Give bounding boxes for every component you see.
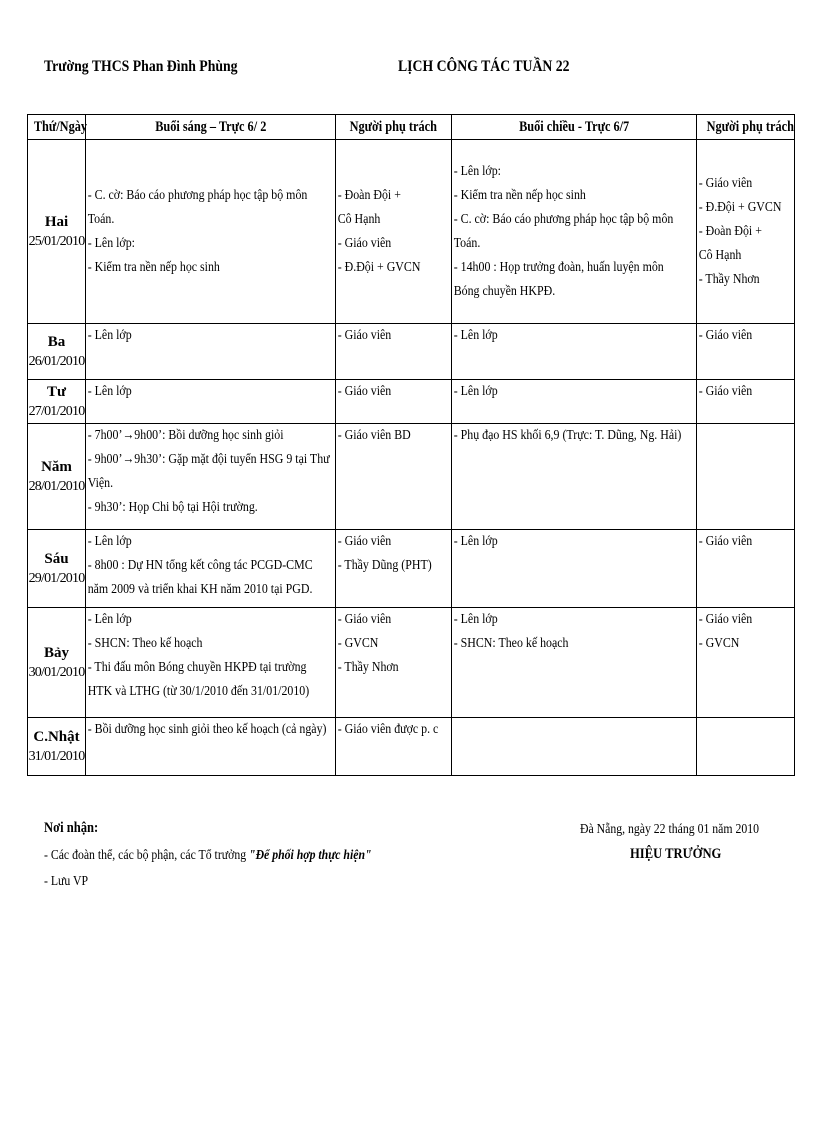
afternoon-cell — [452, 424, 697, 530]
cell-line: Viện. — [87, 476, 114, 491]
afternoon-cell — [452, 718, 697, 776]
cell-line: - Giáo viên — [337, 534, 392, 549]
morning-person-cell — [336, 140, 452, 324]
column-header-day: Thứ/Ngày — [28, 115, 86, 140]
cell-line: - Giáo viên BD — [337, 428, 411, 443]
cell-line: - Lên lớp — [87, 534, 132, 549]
cell-line: - Kiểm tra nền nếp học sinh — [453, 187, 586, 203]
day-date: 28/01/2010 — [28, 478, 85, 494]
cell-line: - Lên lớp: — [453, 163, 501, 179]
cell-line: - 8h00 : Dự HN tổng kết công tác PCGD-CMC — [87, 558, 313, 573]
morning-cell — [86, 608, 336, 718]
cell-line: năm 2009 và triển khai KH năm 2010 tại PGD. — [87, 582, 313, 597]
cell-line: Bóng chuyền HKPĐ. — [453, 283, 556, 299]
page-title: LỊCH CÔNG TÁC TUẦN 22 — [398, 58, 570, 75]
morning-person-cell — [336, 324, 452, 380]
cell-line: Toán. — [453, 235, 481, 251]
cell-line: - Giáo viên — [698, 612, 753, 627]
cell-line: - Giáo viên — [698, 384, 753, 399]
day-date: 27/01/2010 — [28, 403, 85, 419]
cell-line: - Giáo viên được p. c — [337, 722, 439, 737]
cell-line: - Thi đấu môn Bóng chuyền HKPĐ tại trường — [87, 660, 307, 675]
cell-line: Cô Hạnh — [698, 247, 742, 263]
afternoon-person-cell — [697, 530, 795, 608]
column-header-afternoon: Buổi chiều - Trực 6/7 — [452, 115, 697, 140]
cell-line: - Lên lớp — [453, 534, 498, 549]
cell-line: HTK và LTHG (từ 30/1/2010 đến 31/01/2010) — [87, 684, 310, 699]
cell-line: - Giáo viên — [698, 328, 753, 343]
table-row — [28, 530, 795, 608]
day-name: Tư — [46, 383, 66, 400]
recipients-line — [44, 848, 372, 864]
cell-line: - Lên lớp — [453, 328, 498, 343]
day-name: C.Nhật — [33, 728, 80, 745]
day-cell — [28, 530, 86, 608]
day-cell — [28, 380, 86, 424]
recipients-line-text: - Các đoàn thể, các bộ phận, các Tổ trưởng — [44, 848, 250, 863]
morning-person-cell — [336, 380, 452, 424]
morning-cell — [86, 718, 336, 776]
day-name: Ba — [47, 333, 66, 350]
day-cell — [28, 324, 86, 380]
table-header-row — [28, 115, 795, 140]
table-row — [28, 718, 795, 776]
cell-line: - Giáo viên — [698, 175, 753, 191]
day-cell — [28, 424, 86, 530]
day-date: 25/01/2010 — [28, 233, 85, 249]
cell-line: - Giáo viên — [337, 384, 392, 399]
archive-line: - Lưu VP — [44, 874, 89, 889]
table-row — [28, 424, 795, 530]
morning-cell — [86, 380, 336, 424]
cell-line: - Đoàn Đội + — [337, 187, 401, 203]
cell-line: - SHCN: Theo kế hoạch — [453, 636, 569, 651]
day-name: Hai — [44, 213, 69, 230]
cell-line: - Bồi dưỡng học sinh giỏi theo kế hoạch (cả ngày) — [87, 722, 327, 737]
afternoon-person-cell — [697, 140, 795, 324]
afternoon-person-cell — [697, 424, 795, 530]
afternoon-person-cell — [697, 380, 795, 424]
recipients-title: Nơi nhận: — [44, 820, 99, 836]
day-name: Năm — [41, 458, 72, 475]
afternoon-person-cell — [697, 718, 795, 776]
cell-line: - Đ.Đội + GVCN — [698, 199, 782, 215]
column-header-morning-person: Người phụ trách — [336, 115, 452, 140]
cell-line: - Lên lớp: — [87, 235, 135, 251]
morning-cell — [86, 140, 336, 324]
morning-person-cell — [336, 530, 452, 608]
cell-line: - C. cờ: Báo cáo phương pháp học tập bộ môn — [87, 187, 308, 203]
morning-cell — [86, 324, 336, 380]
cell-line: - 7h00’→9h00’: Bồi dưỡng học sinh giỏi — [87, 428, 284, 443]
day-name: Bảy — [43, 644, 69, 661]
afternoon-person-cell — [697, 608, 795, 718]
cell-line: - Lên lớp — [87, 384, 132, 399]
recipients-line-emphasis: "Để phối hợp thực hiện" — [249, 848, 372, 863]
cell-line: - Thầy Nhơn — [698, 271, 760, 287]
table-row — [28, 380, 795, 424]
cell-line: - GVCN — [698, 636, 740, 651]
date-place: Đà Nẵng, ngày 22 tháng 01 năm 2010 — [580, 822, 759, 837]
cell-line: - Lên lớp — [87, 612, 132, 627]
cell-line: - Đoàn Đội + — [698, 223, 762, 239]
day-cell — [28, 718, 86, 776]
cell-line: - 9h30’: Họp Chi bộ tại Hội trường. — [87, 500, 258, 515]
schedule-table — [27, 114, 795, 776]
school-name: Trường THCS Phan Đình Phùng — [44, 58, 238, 75]
day-date: 26/01/2010 — [28, 353, 85, 369]
column-header-afternoon-person: Người phụ trách — [697, 115, 795, 140]
cell-line: Cô Hạnh — [337, 211, 381, 227]
cell-line: - Đ.Đội + GVCN — [337, 259, 421, 275]
day-date: 31/01/2010 — [28, 748, 85, 764]
table-row — [28, 324, 795, 380]
afternoon-person-cell — [697, 324, 795, 380]
cell-line: - C. cờ: Báo cáo phương pháp học tập bộ môn — [453, 211, 674, 227]
cell-line: - 9h00’→9h30’: Gặp mặt đội tuyển HSG 9 tại Thư — [87, 452, 330, 467]
cell-line: Toán. — [87, 211, 115, 227]
day-cell — [28, 608, 86, 718]
cell-line: - 14h00 : Họp trưởng đoàn, huấn luyện môn — [453, 259, 664, 275]
cell-line: - Thầy Nhơn — [337, 660, 399, 675]
day-name: Sáu — [44, 550, 69, 567]
cell-line: - Lên lớp — [453, 612, 498, 627]
cell-line: - Giáo viên — [698, 534, 753, 549]
cell-line: - Kiểm tra nền nếp học sinh — [87, 259, 220, 275]
signatory-title: HIỆU TRƯỞNG — [630, 846, 722, 862]
afternoon-cell — [452, 380, 697, 424]
morning-person-cell — [336, 424, 452, 530]
morning-person-cell — [336, 608, 452, 718]
cell-line: - Thầy Dũng (PHT) — [337, 558, 432, 573]
cell-line: - Giáo viên — [337, 235, 392, 251]
morning-person-cell — [336, 718, 452, 776]
morning-cell — [86, 530, 336, 608]
column-header-morning: Buổi sáng – Trực 6/ 2 — [86, 115, 336, 140]
cell-line: - GVCN — [337, 636, 379, 651]
afternoon-cell — [452, 608, 697, 718]
day-date: 29/01/2010 — [28, 570, 85, 586]
morning-cell — [86, 424, 336, 530]
cell-line: - Giáo viên — [337, 612, 392, 627]
cell-line: - Giáo viên — [337, 328, 392, 343]
afternoon-cell — [452, 324, 697, 380]
cell-line: - SHCN: Theo kế hoạch — [87, 636, 203, 651]
day-date: 30/01/2010 — [28, 664, 85, 680]
table-row — [28, 140, 795, 324]
cell-line: - Lên lớp — [453, 384, 498, 399]
afternoon-cell — [452, 140, 697, 324]
day-cell — [28, 140, 86, 324]
afternoon-cell — [452, 530, 697, 608]
cell-line: - Phụ đạo HS khối 6,9 (Trực: T. Dũng, Ng. Hải) — [453, 428, 682, 443]
cell-line: - Lên lớp — [87, 328, 132, 343]
table-row — [28, 608, 795, 718]
schedule-body — [28, 140, 795, 776]
